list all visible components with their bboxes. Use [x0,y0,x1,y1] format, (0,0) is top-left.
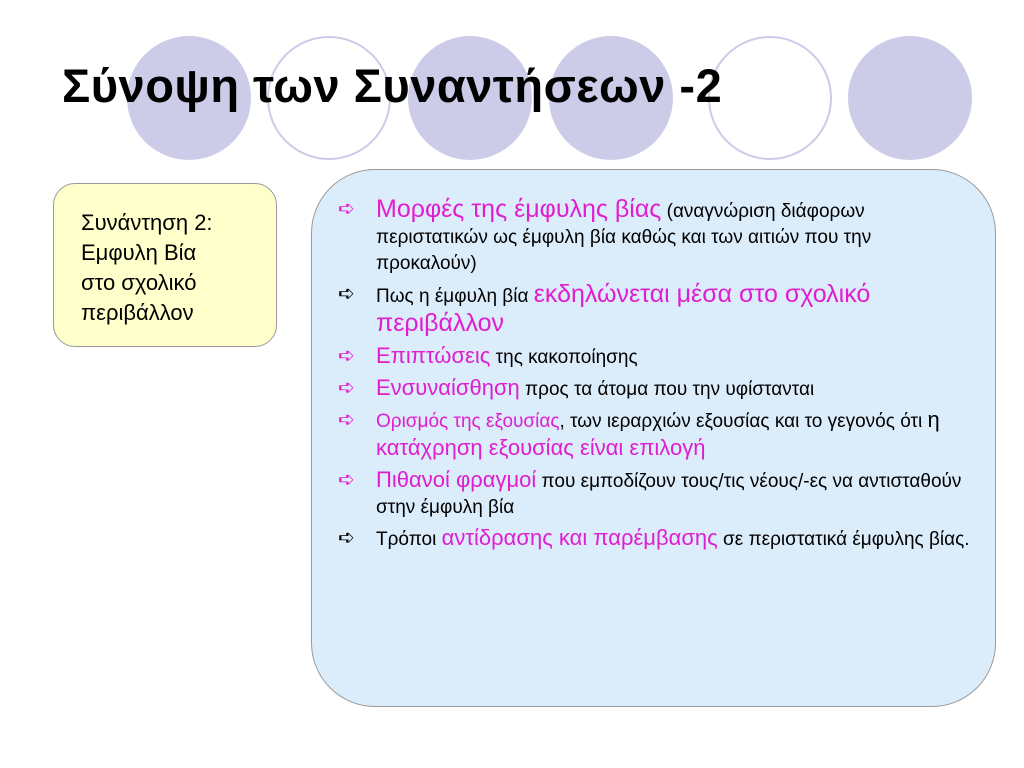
right-arrow-icon: ➪ [338,527,355,549]
meeting-label-line: Συνάντηση 2: [81,210,213,235]
topic-list [338,196,977,553]
meeting-label-line: Εμφυλη Βία [81,240,197,265]
topic-text: που εμποδίζουν τους/τις νέους/-ες να αντισταθούν στην έμφυλη βία [376,471,962,518]
right-arrow-icon: ➪ [338,198,355,220]
list-item [338,525,977,553]
list-item [338,196,977,277]
topic-highlight: εκδηλώνεται μέσα στο σχολικό περιβάλλον [376,280,871,337]
topic-text: Πως η έμφυλη βία [376,286,534,307]
list-item [338,281,977,339]
topic-highlight: Ενσυναίσθηση [376,375,520,400]
decor-circle-5 [708,36,832,160]
list-item [338,467,977,521]
topic-text: σε περιστατικά έμφυλης βίας. [717,529,970,550]
decor-circle-6 [848,36,972,160]
topic-highlight: Μορφές της έμφυλης βίας [376,195,662,223]
topic-highlight: Επιπτώσεις [376,343,491,368]
topic-highlight: Ορισμός της εξουσίας [376,411,560,432]
list-item [338,375,977,403]
right-arrow-icon: ➪ [338,283,355,305]
meeting-label-line: περιβάλλον [81,300,194,325]
right-arrow-icon: ➪ [338,345,355,367]
topic-highlight: αντίδρασης και παρέμβασης [441,525,718,550]
topic-text: Τρόποι [376,529,442,550]
right-arrow-icon: ➪ [338,377,355,399]
topic-text: προς τα άτομα που την υφίστανται [519,379,815,400]
page-title: Σύνοψη των Συναντήσεων -2 [62,59,723,112]
topic-text: , των ιεραρχιών εξουσίας και το γεγονός ότι [559,411,928,432]
list-item [338,343,977,371]
topic-highlight: Πιθανοί φραγμοί [376,467,537,492]
right-arrow-icon: ➪ [338,409,355,431]
list-item [338,407,977,463]
topic-highlight: κατάχρηση εξουσίας είναι επιλογή [376,435,706,460]
topics-box [311,169,996,707]
topic-text: (αναγνώριση διάφορων περιστατικών ως έμφυλη βία καθώς και των αιτιών που την προκαλούν) [376,201,872,274]
topic-text: η [927,407,940,432]
meeting-label-box [53,183,277,347]
right-arrow-icon: ➪ [338,469,355,491]
topic-text: της κακοποίησης [490,347,638,368]
meeting-label-line: στο σχολικό [81,270,197,295]
